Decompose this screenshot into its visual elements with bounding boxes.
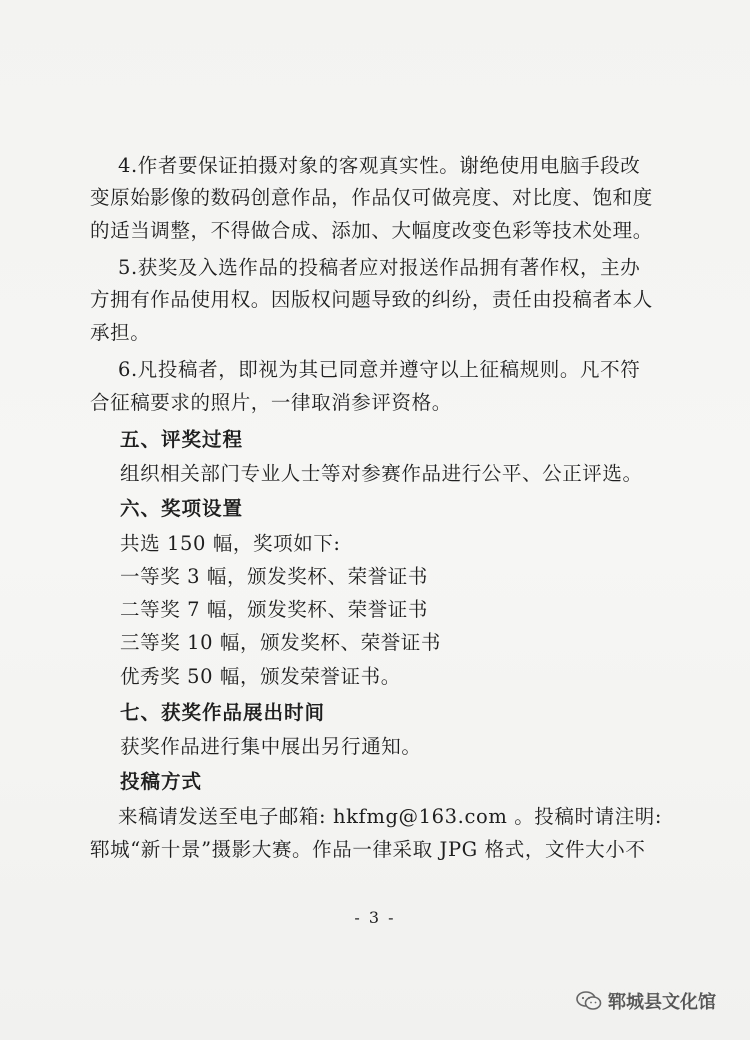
wechat-icon xyxy=(576,990,602,1012)
text-line-12: 共选 150 幅，奖项如下: xyxy=(120,532,341,555)
text-line-8: 合征稿要求的照片，一律取消参评资格。 xyxy=(90,391,452,414)
text-line-16: 优秀奖 50 幅，颁发荣誉证书。 xyxy=(120,665,401,688)
section-heading-6: 六、奖项设置 xyxy=(120,497,244,520)
text-line-4: 5.获奖及入选作品的投稿者应对报送作品拥有著作权，主办 xyxy=(118,256,641,279)
text-line-2: 变原始影像的数码创意作品，作品仅可做亮度、对比度、饱和度 xyxy=(90,186,653,209)
text-line-13: 一等奖 3 幅，颁发奖杯、荣誉证书 xyxy=(120,565,429,588)
text-line-5: 方拥有作品使用权。因版权问题导致的纠纷，责任由投稿者本人 xyxy=(90,288,653,311)
text-line-18: 获奖作品进行集中展出另行通知。 xyxy=(120,735,422,758)
watermark-text: 郓城县文化馆 xyxy=(608,992,716,1013)
section-heading-submission: 投稿方式 xyxy=(120,770,203,793)
watermark xyxy=(576,988,716,1014)
text-line-21: 郓城“新十景”摄影大赛。作品一律采取 JPG 格式，文件大小不 xyxy=(90,838,646,861)
text-line-6: 承担。 xyxy=(90,321,151,344)
text-line-14: 二等奖 7 幅，颁发奖杯、荣誉证书 xyxy=(120,598,429,621)
section-heading-5: 五、评奖过程 xyxy=(120,428,244,451)
section-heading-7: 七、获奖作品展出时间 xyxy=(120,701,326,724)
text-line-3: 的适当调整，不得做合成、添加、大幅度改变色彩等技术处理。 xyxy=(90,219,653,242)
text-line-20: 来稿请发送至电子邮箱: hkfmg@163.com 。投稿时请注明: xyxy=(118,805,663,828)
text-line-1: 4.作者要保证拍摄对象的客观真实性。谢绝使用电脑手段改 xyxy=(118,154,641,177)
text-line-7: 6.凡投稿者，即视为其已同意并遵守以上征稿规则。凡不符 xyxy=(118,358,641,381)
text-line-15: 三等奖 10 幅，颁发奖杯、荣誉证书 xyxy=(120,631,442,654)
page-number: - 3 - xyxy=(354,908,396,927)
text-line-10: 组织相关部门专业人士等对参赛作品进行公平、公正评选。 xyxy=(120,462,643,485)
